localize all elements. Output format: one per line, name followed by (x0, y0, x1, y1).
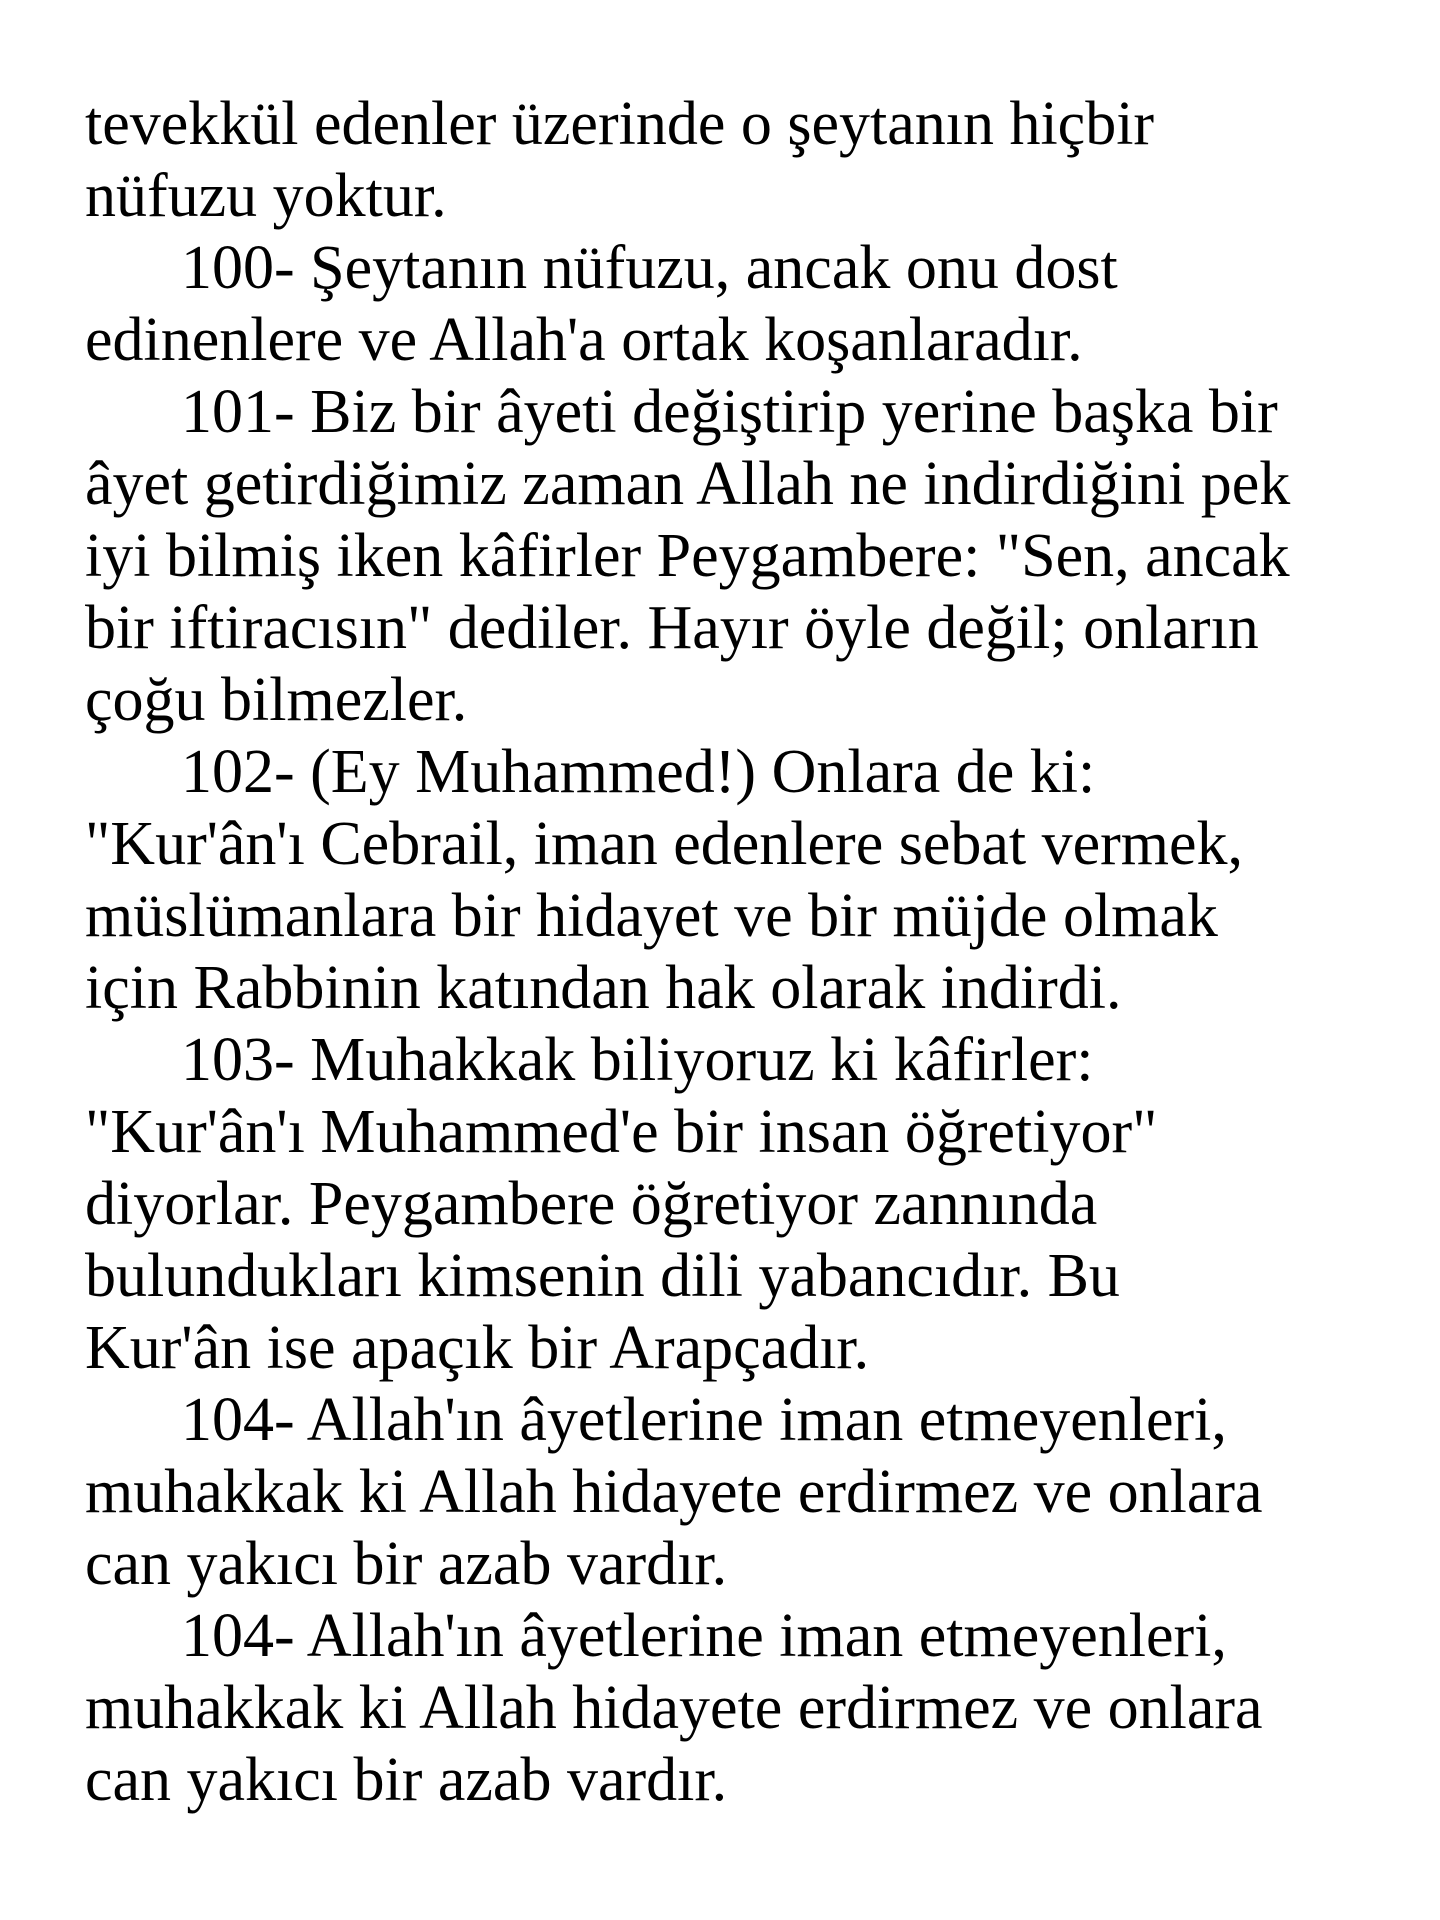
verse-102-start: 102- (Ey Muhammed!) Onlara de ki: (181, 738, 1096, 806)
text-line: "Kur'ân'ı Cebrail, iman edenlere sebat vermek, (85, 810, 1244, 878)
verse-103-start: 103- Muhakkak biliyoruz ki kâfirler: (181, 1026, 1094, 1094)
text-line: edinenlere ve Allah'a ortak koşanlaradır. (85, 306, 1083, 374)
text-line: iyi bilmiş iken kâfirler Peygambere: "Sen, ancak (85, 522, 1290, 590)
document-page (85, 88, 1405, 1816)
verse-104-repeat-start: 104- Allah'ın âyetlerine iman etmeyenleri, (181, 1602, 1227, 1670)
verse-104-start: 104- Allah'ın âyetlerine iman etmeyenleri, (181, 1386, 1227, 1454)
text-line: diyorlar. Peygambere öğretiyor zannında (85, 1170, 1098, 1238)
verse-101-start: 101- Biz bir âyeti değiştirip yerine başka bir (181, 378, 1278, 446)
text-line: âyet getirdiğimiz zaman Allah ne indirdiğini pek (85, 450, 1291, 518)
text-line: muhakkak ki Allah hidayete erdirmez ve onlara (85, 1674, 1263, 1742)
text-line: can yakıcı bir azab vardır. (85, 1530, 728, 1598)
text-line: bulundukları kimsenin dili yabancıdır. Bu (85, 1242, 1120, 1310)
text-line: için Rabbinin katından hak olarak indirdi. (85, 954, 1122, 1022)
text-line: tevekkül edenler üzerinde o şeytanın hiçbir (85, 90, 1155, 158)
text-line: Kur'ân ise apaçık bir Arapçadır. (85, 1314, 870, 1382)
text-line: bir iftiracısın" dediler. Hayır öyle değil; onların (85, 594, 1259, 662)
text-line: nüfuzu yoktur. (85, 162, 447, 230)
text-line: muhakkak ki Allah hidayete erdirmez ve onlara (85, 1458, 1263, 1526)
text-line: "Kur'ân'ı Muhammed'e bir insan öğretiyor" (85, 1098, 1158, 1166)
text-line: çoğu bilmezler. (85, 666, 468, 734)
text-line: can yakıcı bir azab vardır. (85, 1746, 728, 1814)
verse-100-start: 100- Şeytanın nüfuzu, ancak onu dost (181, 234, 1118, 302)
text-line: müslümanlara bir hidayet ve bir müjde olmak (85, 882, 1218, 950)
